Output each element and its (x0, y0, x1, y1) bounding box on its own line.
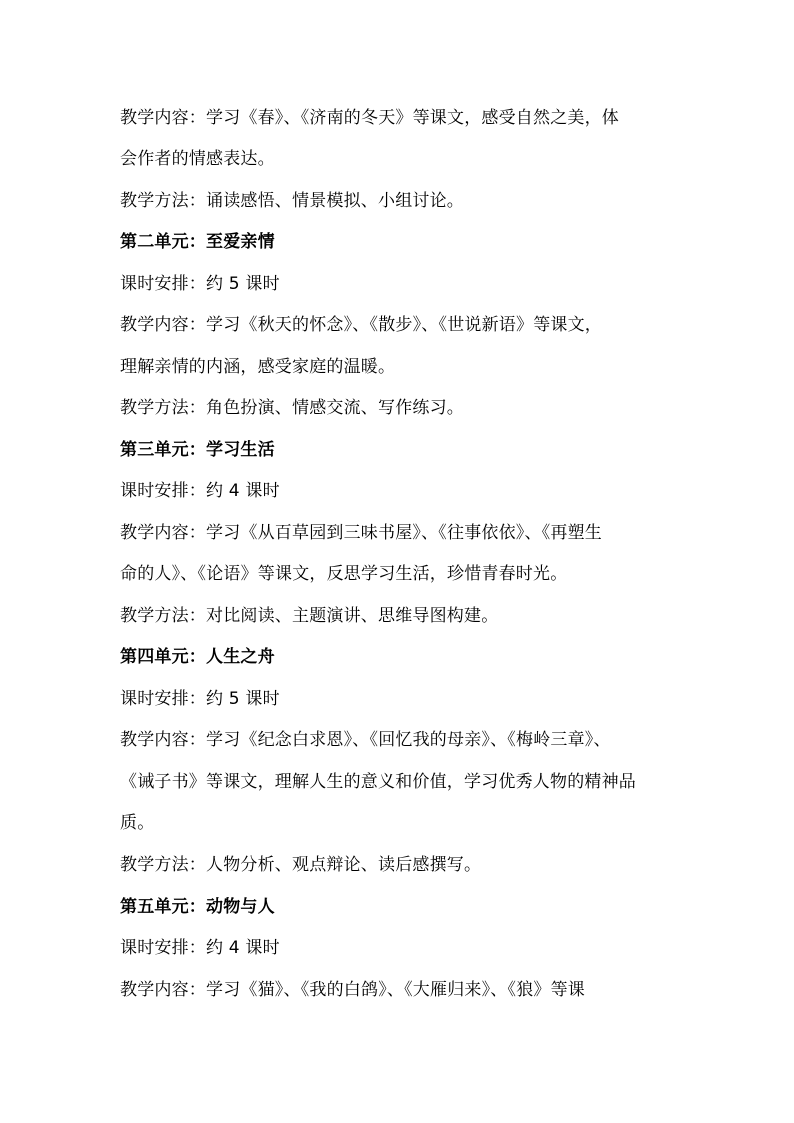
unit2-method: 教学方法：角色扮演、情感交流、写作练习。 (120, 398, 464, 418)
unit5-schedule: 课时安排：约 4 课时 (120, 938, 280, 958)
unit4-content-line-2: 《诫子书》等课文，理解人生的意义和价值，学习优秀人物的精神品 (120, 772, 636, 792)
unit5-content-line-1: 教学内容：学习《猫》、《我的白鸽》、《大雁归来》、《狼》等课 (120, 980, 585, 1000)
unit3-method: 教学方法：对比阅读、主题演讲、思维导图构建。 (120, 606, 499, 626)
unit3-content-line-2: 命的人》、《论语》等课文，反思学习生活，珍惜青春时光。 (120, 564, 568, 584)
unit3-heading: 第三单元：学习生活 (120, 440, 275, 460)
unit2-schedule: 课时安排：约 5 课时 (120, 274, 280, 294)
unit4-method: 教学方法：人物分析、观点辩论、读后感撰写。 (120, 855, 482, 875)
unit3-schedule: 课时安排：约 4 课时 (120, 481, 280, 501)
unit2-content-line-2: 理解亲情的内涵，感受家庭的温暖。 (120, 357, 396, 377)
unit2-heading: 第二单元：至爱亲情 (120, 232, 275, 252)
unit2-content-line-1: 教学内容：学习《秋天的怀念》、《散步》、《世说新语》等课文， (120, 315, 602, 335)
unit3-content-line-1: 教学内容：学习《从百草园到三味书屋》、《往事依依》、《再塑生 (120, 523, 602, 543)
unit5-heading: 第五单元：动物与人 (120, 897, 275, 917)
unit1-method: 教学方法：诵读感悟、情景模拟、小组讨论。 (120, 191, 464, 211)
unit4-content-line-3: 质。 (120, 813, 155, 833)
unit1-content-line-1: 教学内容：学习《春》、《济南的冬天》等课文，感受自然之美，体 (120, 108, 619, 128)
unit4-heading: 第四单元：人生之舟 (120, 647, 275, 667)
unit4-content-line-1: 教学内容：学习《纪念白求恩》、《回忆我的母亲》、《梅岭三章》、 (120, 730, 611, 750)
unit1-content-line-2: 会作者的情感表达。 (120, 149, 275, 169)
unit4-schedule: 课时安排：约 5 课时 (120, 689, 280, 709)
